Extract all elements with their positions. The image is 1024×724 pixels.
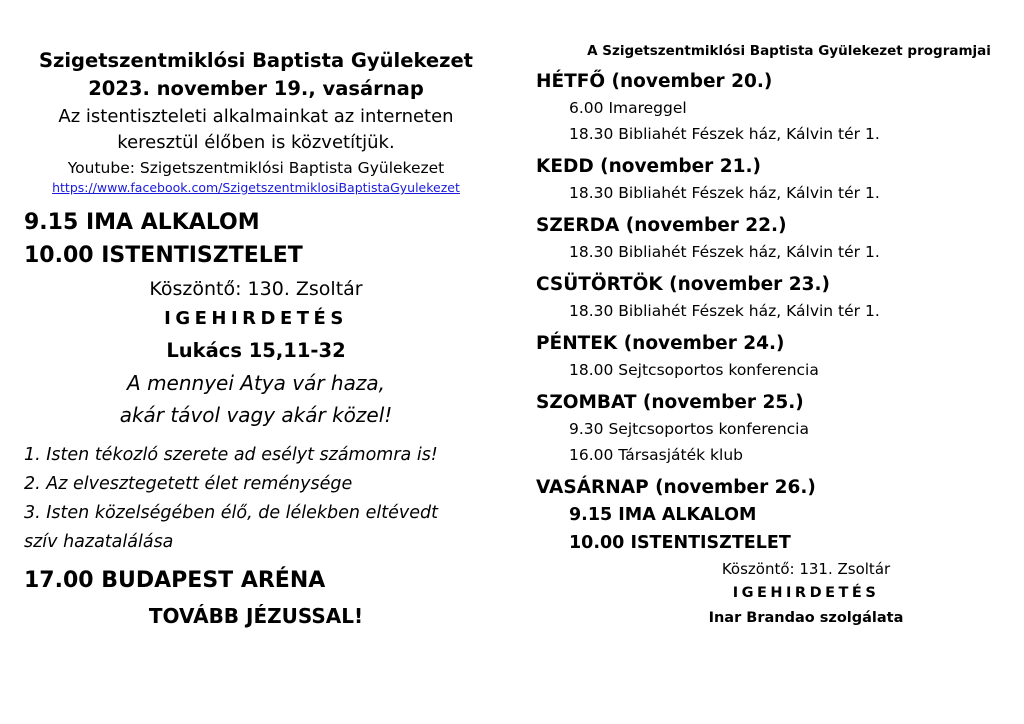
day-name: SZOMBAT (november 25.) — [536, 392, 804, 413]
service-date: 2023. november 19., vasárnap — [88, 77, 424, 100]
program-item: 16.00 Társasjáték klub — [569, 446, 743, 464]
sermon-point: szív hazatalálása — [24, 532, 174, 552]
day-sunday — [536, 474, 1006, 631]
day-name: PÉNTEK (november 24.) — [536, 333, 785, 354]
right-column — [536, 40, 1006, 631]
day-tuesday — [536, 153, 1006, 206]
day-name: CSÜTÖRTÖK (november 23.) — [536, 274, 830, 295]
day-thursday — [536, 271, 1006, 324]
program-item: 18.30 Bibliahét Fészek ház, Kálvin tér 1. — [569, 125, 880, 143]
sermon-point: 1. Isten tékozló szerete ad esélyt számomra is! — [24, 445, 438, 465]
broadcast-notice-line-1: Az istentiszteleti alkalmainkat az interneten — [58, 106, 454, 127]
day-name: KEDD (november 21.) — [536, 156, 761, 177]
sermon-points — [24, 441, 488, 557]
youtube-channel-text: Youtube: Szigetszentmiklósi Baptista Gyülekezet — [67, 159, 445, 177]
sermon-point: 2. Az elvesztegetett élet reménysége — [24, 474, 353, 494]
program-item: 18.30 Bibliahét Fészek ház, Kálvin tér 1. — [569, 184, 880, 202]
day-name: VASÁRNAP (november 26.) — [536, 477, 816, 498]
program-item: 18.30 Bibliahét Fészek ház, Kálvin tér 1. — [569, 302, 880, 320]
day-saturday — [536, 389, 1006, 468]
church-name-heading: Szigetszentmiklósi Baptista Gyülekezet — [38, 49, 474, 72]
sunday-sermon-heading: IGEHIRDETÉS — [732, 585, 880, 601]
sunday-service-time: 10.00 ISTENTISZTELET — [569, 533, 791, 553]
programs-heading: A Szigetszentmiklósi Baptista Gyülekezet programjai — [587, 43, 991, 59]
left-column — [24, 40, 488, 631]
day-wednesday — [536, 212, 1006, 265]
sunday-greeting-psalm: Köszöntő: 131. Zsoltár — [721, 560, 891, 578]
broadcast-notice-line-2: keresztül élőben is közvetítjük. — [117, 132, 395, 153]
sunday-preacher: Inar Brandao szolgálata — [708, 610, 904, 626]
arena-event: 17.00 BUDAPEST ARÉNA — [24, 568, 326, 593]
program-item: 18.30 Bibliahét Fészek ház, Kálvin tér 1. — [569, 243, 880, 261]
sermon-point: 3. Isten közelségében élő, de lélekben eltévedt — [24, 503, 438, 523]
day-name: SZERDA (november 22.) — [536, 215, 787, 236]
motto: TOVÁBB JÉZUSSAL! — [148, 604, 364, 628]
sermon-title-line-2: akár távol vagy akár közel! — [119, 403, 393, 427]
sunday-prayer-time: 9.15 IMA ALKALOM — [569, 505, 757, 525]
day-name: HÉTFŐ (november 20.) — [536, 71, 773, 92]
program-item: 6.00 Imareggel — [569, 99, 687, 117]
program-item: 9.30 Sejtcsoportos konferencia — [569, 420, 809, 438]
service-time: 10.00 ISTENTISZTELET — [24, 243, 303, 268]
sermon-title-line-1: A mennyei Atya vár haza, — [127, 371, 385, 395]
prayer-time: 9.15 IMA ALKALOM — [24, 210, 260, 235]
scripture-reference: Lukács 15,11-32 — [166, 339, 346, 362]
day-friday — [536, 330, 1006, 383]
sermon-heading: IGEHIRDETÉS — [164, 308, 348, 329]
greeting-psalm: Köszöntő: 130. Zsoltár — [149, 278, 363, 300]
program-item: 18.00 Sejtcsoportos konferencia — [569, 361, 819, 379]
day-monday — [536, 68, 1006, 147]
facebook-link[interactable]: https://www.facebook.com/SzigetszentmiklosiBaptistaGyulekezet — [52, 180, 460, 195]
